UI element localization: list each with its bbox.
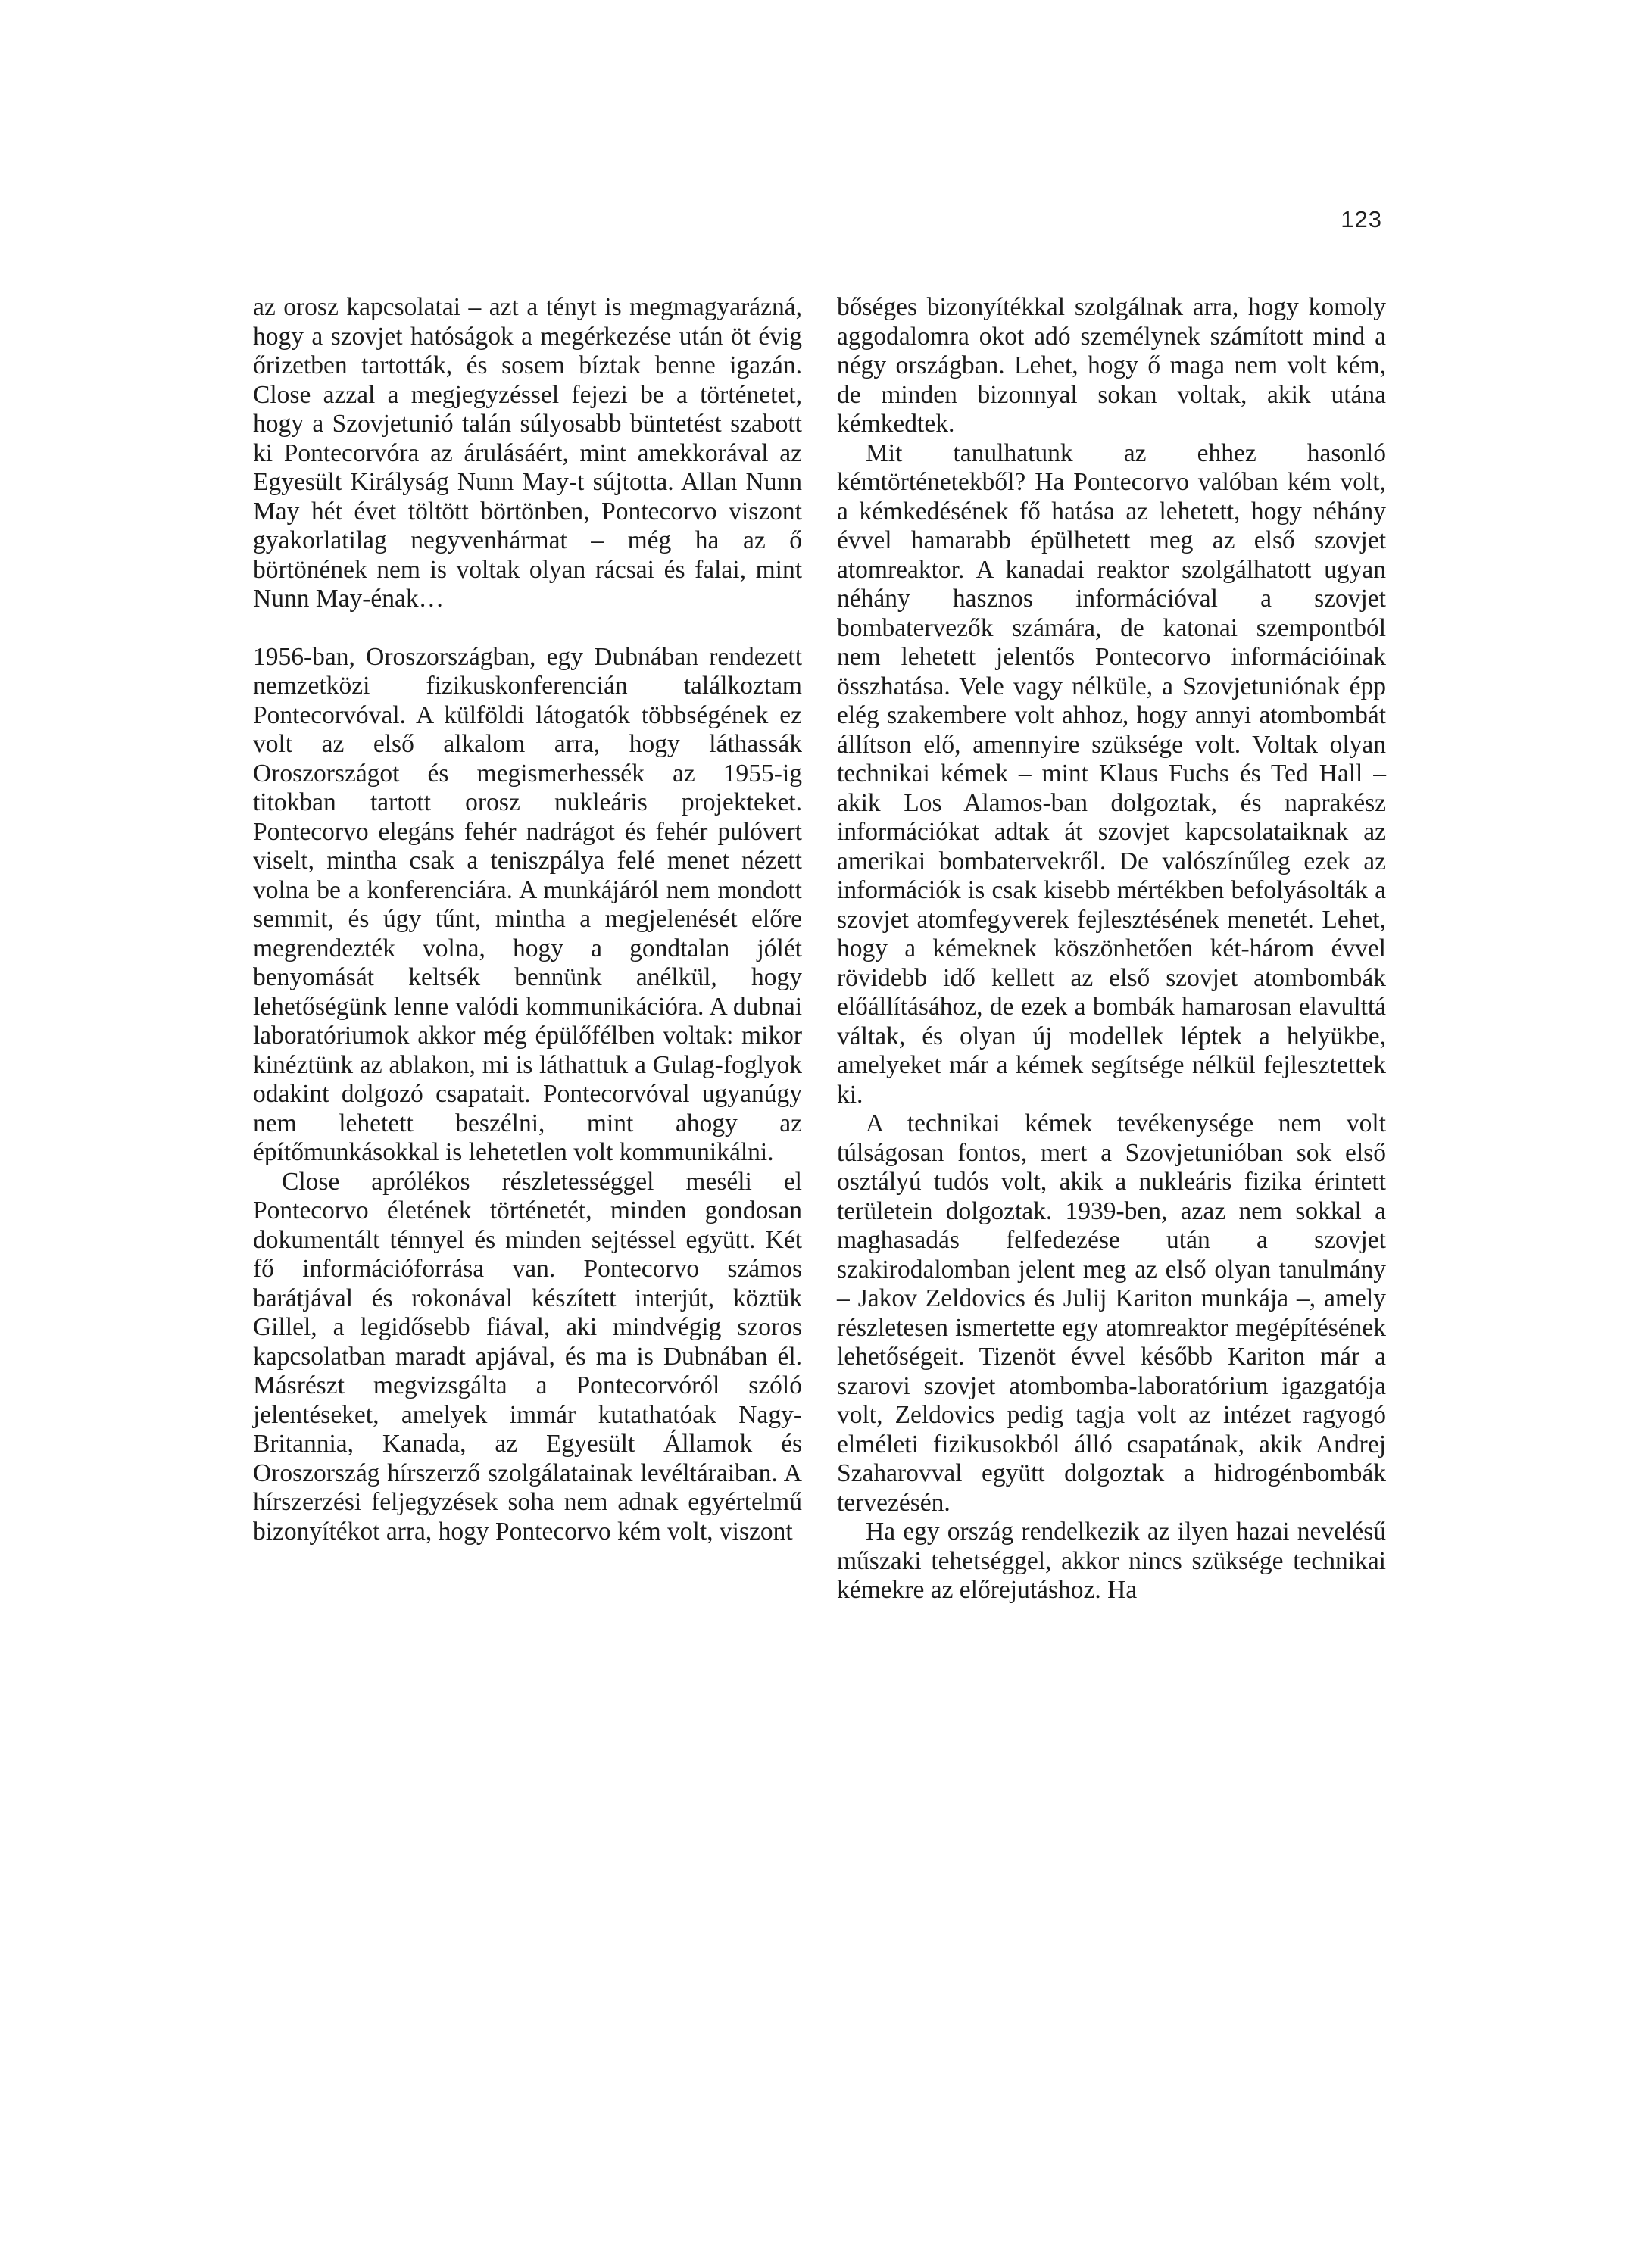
paragraph: bőséges bizonyítékkal szolgálnak arra, hogy komoly aggodalomra okot adó személynek számított mind a négy országban. Lehet, hogy ő maga nem volt kém, de minden bizonnyal sokan voltak, akik utána kémkedtek. <box>837 293 1386 438</box>
page-number: 123 <box>1341 206 1382 232</box>
paragraph: Ha egy ország rendelkezik az ilyen hazai nevelésű műszaki tehetséggel, akkor nincs szüksége technikai kémekre az előrejutáshoz. Ha <box>837 1518 1386 1604</box>
right-column <box>837 293 1386 1605</box>
paragraph: Close aprólékos részletességgel meséli el Pontecorvo életének történetét, minden gondosan dokumentált ténnyel és minden sejtéssel együtt. Két fő információforrása van. Pontecorvo számos barátjával és rokonával készített interjút, köztük Gillel, a legidősebb fiával, aki mindvégig szoros kapcsolatban maradt apjával, és ma is Dubnában él. Másrészt megvizsgálta a Pontecorvóról szóló jelentéseket, amelyek immár kutathatóak Nagy-Britannia, Kanada, az Egyesült Államok és Oroszország hírszerző szolgálatainak levéltáraiban. A hírszerzési feljegyzések soha nem adnak egyértelmű bizonyítékot arra, hogy Pontecorvo kém volt, viszont <box>253 1167 802 1546</box>
paragraph: Mit tanulhatunk az ehhez hasonló kémtörténetekből? Ha Pontecorvo valóban kém volt, a kémkedésének fő hatása az lehetett, hogy néhány évvel hamarabb épülhetett meg az első szovjet atomreaktor. A kanadai reaktor szolgálhatott ugyan néhány hasznos információval a szovjet bombatervezők számára, de katonai szempontból nem lehetett jelentős Pontecorvo információinak összhatása. Vele vagy nélküle, a Szovjetuniónak épp elég szakembere volt ahhoz, hogy annyi atombombát állítson elő, amennyire szüksége volt. Voltak olyan technikai kémek – mint Klaus Fuchs és Ted Hall – akik Los Alamos-ban dolgoztak, és naprakész információkat adtak át szovjet kapcsolataiknak az amerikai bombatervekről. De valószínűleg ezek az információk is csak kisebb mértékben befolyásolták a szovjet atomfegyverek fejlesztésének menetét. Lehet, hogy a kémeknek köszönhetően két-három évvel rövidebb idő kellett az első szovjet atombombák előállításához, de ezek a bombák hamarosan elavulttá váltak, és olyan új modellek léptek a helyükbe, amelyeket már a kémek segítsége nélkül fejlesztettek ki. <box>837 438 1386 1109</box>
section-break <box>253 614 802 643</box>
left-column <box>253 293 802 1546</box>
paragraph: az orosz kapcsolatai – azt a tényt is megmagyarázná, hogy a szovjet hatóságok a megérkezése után öt évig őrizetben tartották, és sosem bíztak benne igazán. Close azzal a megjegyzéssel fejezi be a történetet, hogy a Szovjetunió talán súlyosabb büntetést szabott ki Pontecorvóra az árulásáért, mint amekkorával az Egyesült Királyság Nunn May-t sújtotta. Allan Nunn May hét évet töltött börtönben, Pontecorvo viszont gyakorlatilag negyvenhármat – még ha az ő börtönének nem is voltak olyan rácsai és falai, mint Nunn May-énak… <box>253 293 802 613</box>
paragraph: A technikai kémek tevékenysége nem volt túlságosan fontos, mert a Szovjetunióban sok első osztályú tudós volt, akik a nukleáris fizika érintett területein dolgoztak. 1939-ben, azaz nem sokkal a maghasadás felfedezése után a szovjet szakirodalomban jelent meg az első olyan tanulmány – Jakov Zeldovics és Julij Kariton munkája –, amely részletesen ismertette egy atomreaktor megépítésének lehetőségeit. Tizenöt évvel később Kariton már a szarovi szovjet atombomba-laboratórium igazgatója volt, Zeldovics pedig tagja volt az intézet ragyogó elméleti fizikusokból álló csapatának, akik Andrej Szaharovval együtt dolgoztak a hidrogénbombák tervezésén. <box>837 1109 1386 1517</box>
paragraph: 1956-ban, Oroszországban, egy Dubnában rendezett nemzetközi fizikuskonferencián találkoztam Pontecorvóval. A külföldi látogatók többségének ez volt az első alkalom arra, hogy láthassák Oroszországot és megismerhessék az 1955-ig titokban tartott orosz nukleáris projekteket. Pontecorvo elegáns fehér nadrágot és fehér pulóvert viselt, mintha csak a teniszpálya felé menet nézett volna be a konferenciára. A munkájáról nem mondott semmit, és úgy tűnt, mintha a megjelenését előre megrendezték volna, hogy a gondtalan jólét benyomását keltsék bennünk anélkül, hogy lehetőségünk lenne valódi kommunikációra. A dubnai laboratóriumok akkor még épülőfélben voltak: mikor kinéztünk az ablakon, mi is láthattuk a Gulag-foglyok odakint dolgozó csapatait. Pontecorvóval ugyanúgy nem lehetett beszélni, mint ahogy az építőmunkásokkal is lehetetlen volt kommunikálni. <box>253 642 802 1166</box>
